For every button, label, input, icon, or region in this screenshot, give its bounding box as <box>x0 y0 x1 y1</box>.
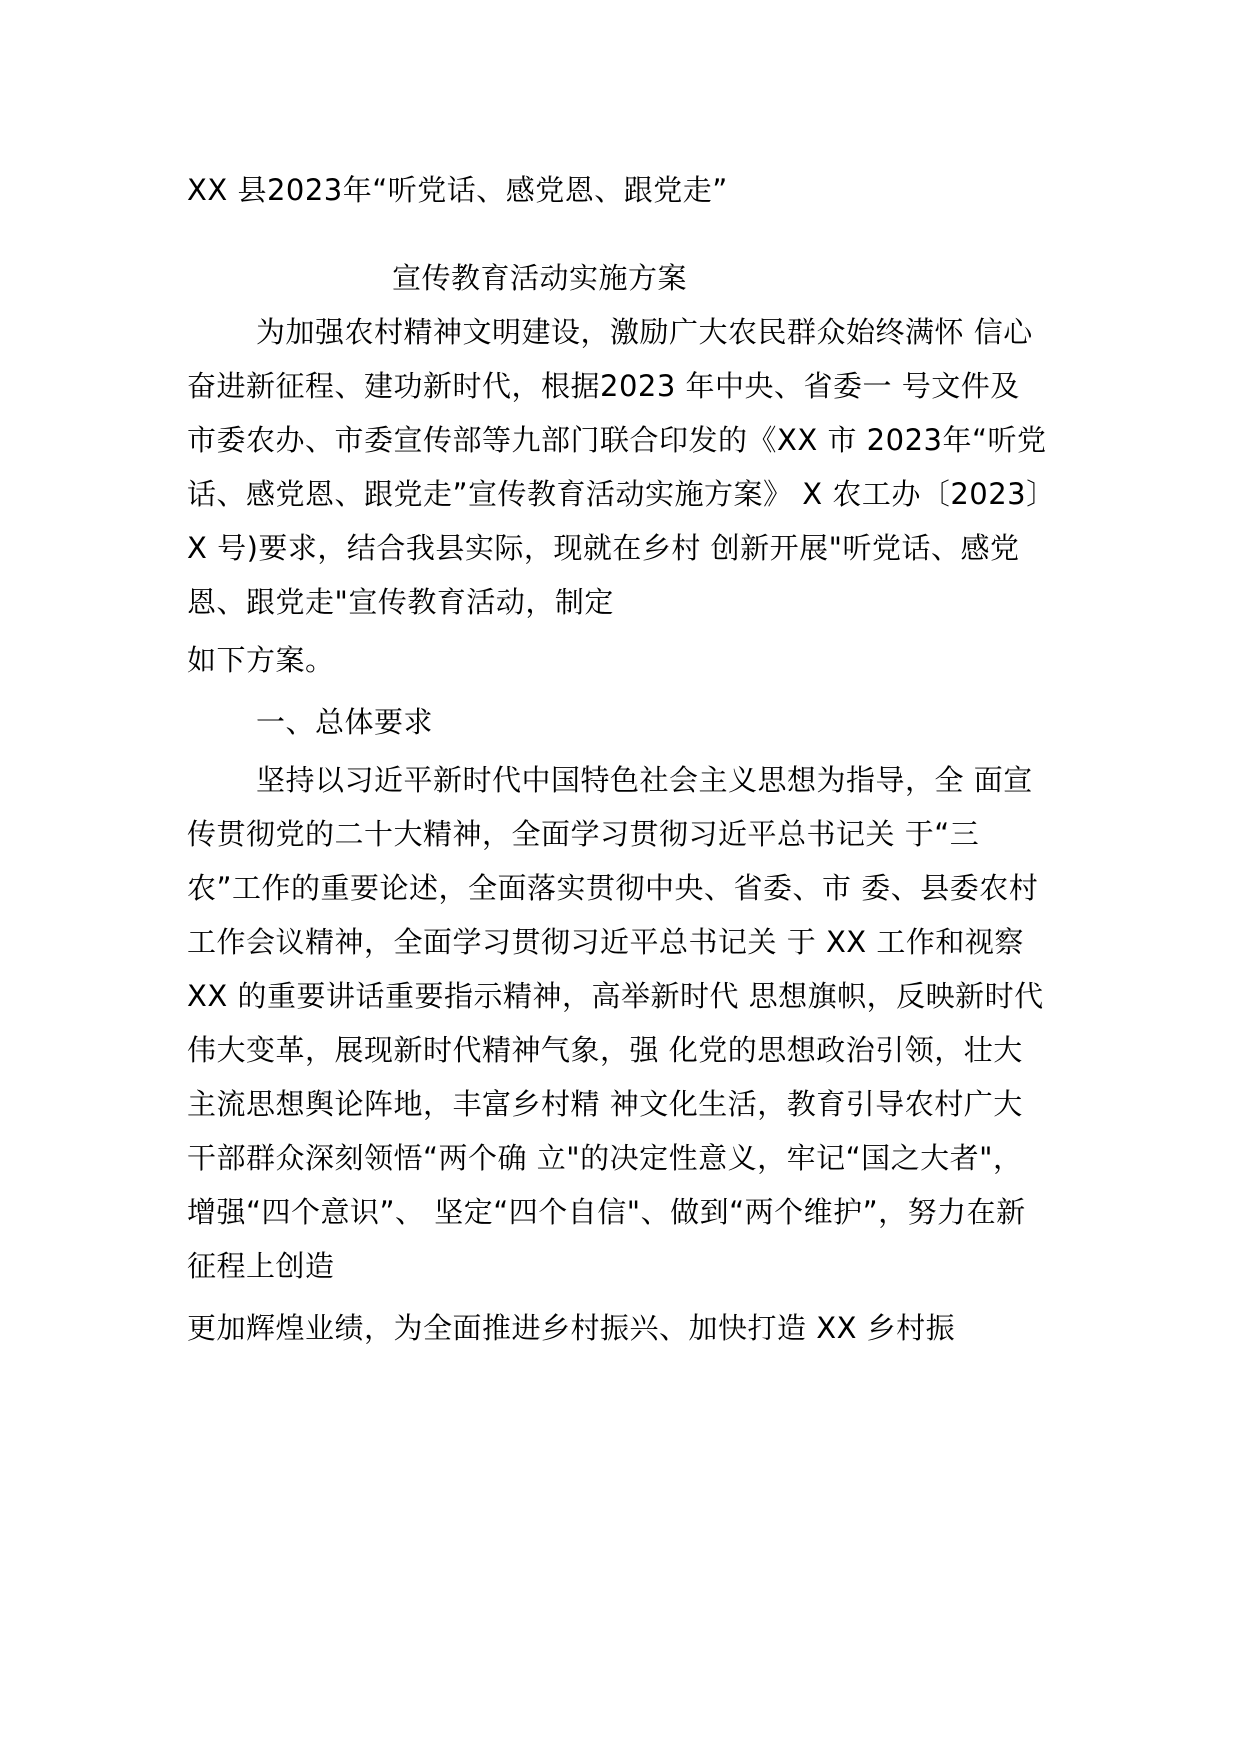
section-line: 征程上创造 <box>187 1249 335 1283</box>
document-title-line-2: 宣传教育活动实施方案 <box>392 261 688 295</box>
section-line: 坚持以习近平新时代中国特色社会主义思想为指导，全 面宣 <box>256 763 1033 797</box>
document-title-line-1: XX 县2023年“听党话、感党恩、跟党走” <box>187 173 728 207</box>
section-line: XX 的重要讲话重要指示精神，高举新时代 思想旗帜，反映新时代 <box>187 979 1044 1013</box>
section-line: 伟大变革，展现新时代精神气象，强 化党的思想政治引领，壮大 <box>187 1033 1023 1067</box>
intro-line: 恩、跟党走"宣传教育活动，制定 <box>187 585 614 619</box>
section-line: 干部群众深刻领悟“两个确 立"的决定性意义，牢记“国之大者"， <box>187 1141 1023 1175</box>
section-heading: 一、总体要求 <box>256 705 434 739</box>
intro-line: 为加强农村精神文明建设，激励广大农民群众始终满怀 信心 <box>256 315 1033 349</box>
section-line: 农”工作的重要论述，全面落实贯彻中央、省委、市 委、县委农村 <box>187 871 1039 905</box>
intro-end-line: 如下方案。 <box>187 643 335 677</box>
section-line: 工作会议精神，全面学习贯彻习近平总书记关 于 XX 工作和视察 <box>187 925 1024 959</box>
section-line: 主流思想舆论阵地，丰富乡村精 神文化生活，教育引导农村广大 <box>187 1087 1023 1121</box>
intro-line: X 号)要求，结合我县实际，现就在乡村 创新开展"听党话、感党 <box>187 531 1020 565</box>
intro-line: 奋进新征程、建功新时代，根据2023 年中央、省委一 号文件及 <box>187 369 1020 403</box>
section-line: 传贯彻党的二十大精神，全面学习贯彻习近平总书记关 于“三 <box>187 817 980 851</box>
section-end-line: 更加辉煌业绩，为全面推进乡村振兴、加快打造 XX 乡村振 <box>187 1311 956 1345</box>
intro-line: 市委农办、市委宣传部等九部门联合印发的《XX 市 2023年“听党 <box>187 423 1047 457</box>
section-line: 增强“四个意识”、 坚定“四个自信"、做到“两个维护”，努力在新 <box>187 1195 1026 1229</box>
intro-line: 话、感党恩、跟党走”宣传教育活动实施方案》 X 农工办〔2023〕 <box>187 477 1056 511</box>
